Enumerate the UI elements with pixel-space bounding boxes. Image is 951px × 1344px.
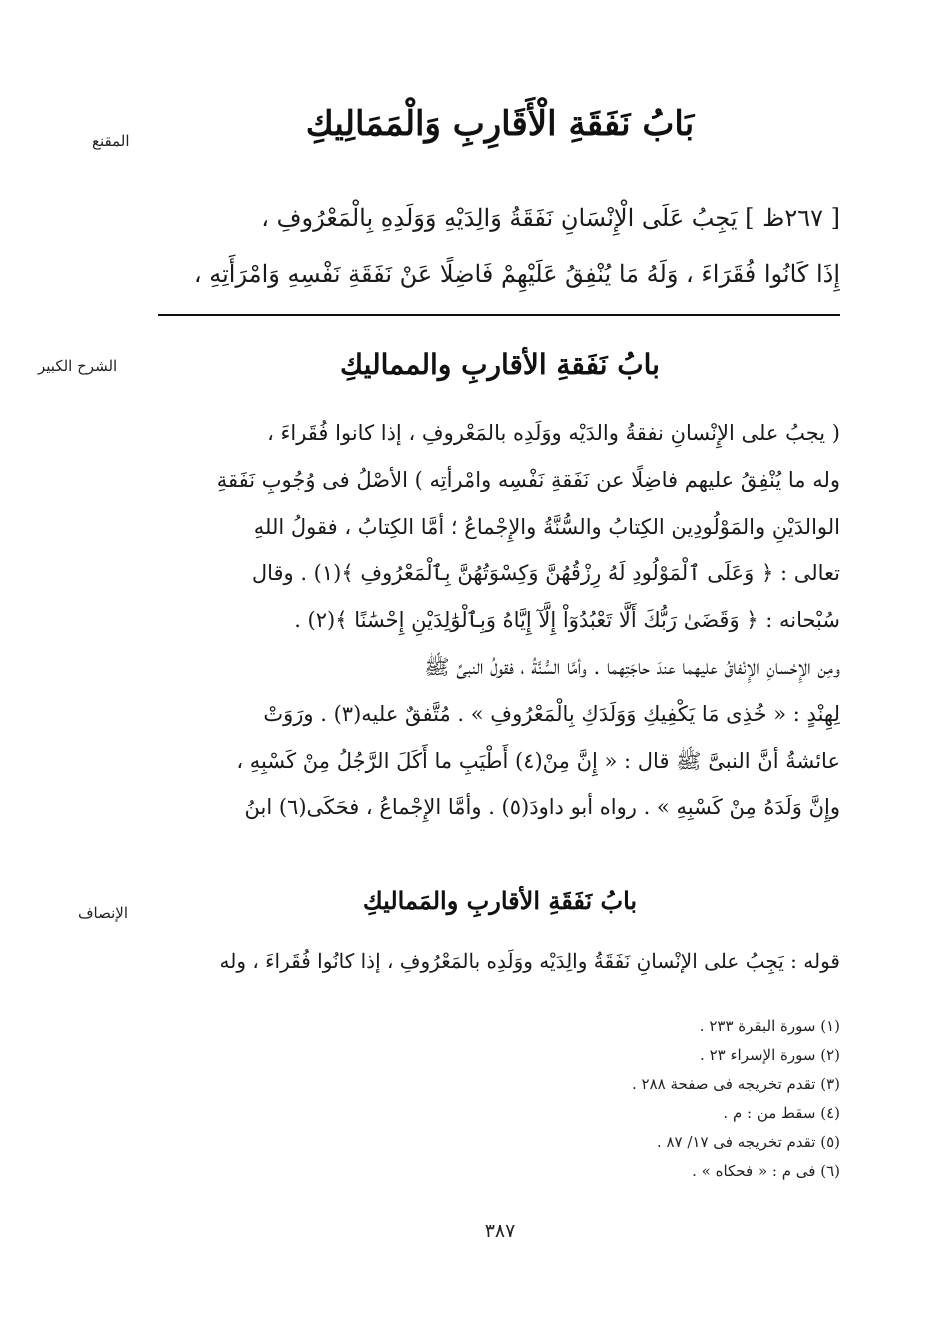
insaf-title: بابُ نَفَقَةِ الأقاربِ والمَماليكِ <box>362 886 638 915</box>
footnote: (٥) تقدم تخريجه فى ١٧/ ٨٧ . <box>656 1133 840 1151</box>
muqni-text <box>158 190 840 302</box>
sharh-line: ومِن الإِحْسانِ الإِنْفاقُ عليهما عندَ حاجَتِهما . وأمَّا السُّنَّةُ ، فقولُ النبىِّ ﷺ <box>424 654 840 679</box>
side-label-sharh: الشرح الكبير <box>38 357 118 375</box>
sharh-line: وإِنَّ وَلَدَهُ مِنْ كَسْبِهِ » . رواه أبو داودَ(٥) . وأمَّا الإِجْماعُ ، فحَكَى(٦) ابنُ <box>244 795 840 820</box>
footnote: (٣) تقدم تخريجه فى صفحة ٢٨٨ . <box>631 1075 840 1093</box>
insaf-line: قوله : يَجِبُ على الإنْسانِ نَفَقَةُ والِدَيْه ووَلَدِه بالمَعْرُوفِ ، إذا كانُوا فُقَراءَ ، وله <box>219 949 840 973</box>
sharh-line: لِهِنْدٍ : « خُذِى مَا يَكْفِيكِ وَوَلَدَكِ بِالْمَعْرُوفِ » . مُتَّفقٌ عليه(٣) . ورَوَتْ <box>263 701 840 726</box>
footnote: (٦) فى م : « فحكاه » . <box>692 1162 840 1180</box>
muqni-line: إِذَا كَانُوا فُقَرَاءَ ، وَلَهُ مَا يُنْفِقُ عَلَيْهِمْ فَاضِلًا عَنْ نَفَقَةِ نَفْسِهِ وَامْرَأَتِهِ ، <box>193 260 840 288</box>
sharh-title: بابُ نَفَقةِ الأقاربِ والمماليكِ <box>340 348 660 381</box>
footnote: (٢) سورة الإسراء ٢٣ . <box>700 1046 840 1064</box>
sharh-line: سُبْحانه : ﴿ وَقَضَىٰ رَبُّكَ أَلَّا تَعْبُدُوٓاْ إِلَّآ إِيَّاهُ وَبِٱلْوَٰلِدَيْنِ إِحْسَٰنًا ﴾(٢) . <box>294 608 840 633</box>
sharh-line: عائشةُ أنَّ النبىَّ ﷺ قال : « إِنَّ مِنْ(٤) أَطْيَبِ ما أَكَلَ الرَّجُلُ مِنْ كَسْبِهِ ، <box>236 748 840 773</box>
sharh-line: تعالى : ﴿ وَعَلَى ٱلْمَوْلُودِ لَهُ رِزْقُهُنَّ وَكِسْوَتُهُنَّ بِٱلْمَعْرُوفِ ﴾(١) . وقال <box>251 561 840 586</box>
sharh-line: ( يجبُ على الإِنْسانِ نفقةُ والدَيْه ووَلَدِه بالمَعْروفِ ، إذا كانوا فُقَراءَ ، <box>267 421 840 445</box>
insaf-text <box>158 946 840 976</box>
page-number: ٣٨٧ <box>484 1220 516 1242</box>
sharh-line: وله ما يُنْفِقُ عليهم فاضِلًا عن نَفَقةِ نَفْسِه وامْرأتِه ) الأصْلُ فى وُجُوبِ نَفَقةِ <box>216 467 840 492</box>
sharh-line: الوالدَيْنِ والمَوْلُودِين الكِتابُ والسُّنَّةُ والإِجْماعُ ؛ أمَّا الكِتابُ ، فقولُ اللهِ <box>253 514 840 539</box>
sharh-text <box>158 410 840 831</box>
footnote: (١) سورة البقرة ٢٣٣ . <box>699 1017 840 1035</box>
muqni-title: بَابُ نَفَقَةِ الْأَقَارِبِ وَالْمَمَالِيكِ <box>305 104 695 144</box>
footnote: (٤) سقط من : م . <box>723 1104 840 1122</box>
side-label-muqni: المقنع <box>92 132 130 150</box>
muqni-line: [ ٢٦٧ظ ] يَجِبُ عَلَى الْإِنْسَانِ نَفَقَةُ وَالِدَيْهِ وَوَلَدِهِ بِالْمَعْرُوفِ ، <box>261 204 840 232</box>
footnotes <box>420 1012 840 1186</box>
section-divider <box>158 314 840 316</box>
side-label-insaf: الإنصاف <box>78 904 129 922</box>
